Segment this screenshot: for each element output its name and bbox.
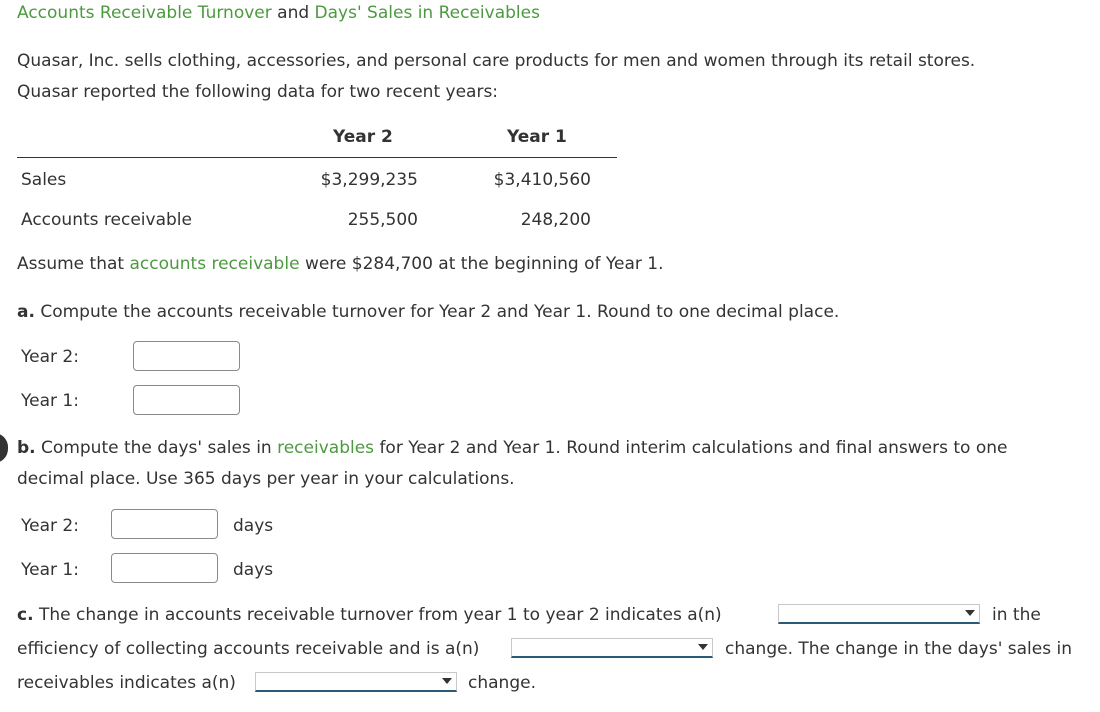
part-c-select-1[interactable] bbox=[778, 604, 980, 624]
intro-line-1: Quasar, Inc. sells clothing, accessories, and personal care products for men and women through its retail stores. bbox=[17, 51, 976, 71]
assume-link-ar[interactable]: accounts receivable bbox=[129, 254, 300, 274]
assume-text bbox=[17, 254, 664, 274]
part-c-letter: c. bbox=[17, 605, 34, 625]
title-link-ar-turnover[interactable]: Accounts Receivable Turnover bbox=[17, 3, 272, 23]
part-a-year2-label: Year 2: bbox=[21, 347, 79, 367]
part-b-year2-label: Year 2: bbox=[21, 516, 79, 536]
row-label-ar: Accounts receivable bbox=[21, 210, 192, 230]
assume-pre: Assume that bbox=[17, 254, 125, 274]
part-a-text: Compute the accounts receivable turnover for Year 2 and Year 1. Round to one decimal place. bbox=[40, 302, 840, 322]
table-header-year2: Year 2 bbox=[333, 127, 393, 147]
part-c-line1-post: in the bbox=[992, 605, 1041, 625]
intro-line-2: Quasar reported the following data for two recent years: bbox=[17, 82, 499, 102]
side-marker-icon bbox=[0, 433, 8, 463]
title-link-days-sales[interactable]: Days' Sales in Receivables bbox=[314, 3, 540, 23]
table-header-year1: Year 1 bbox=[507, 127, 567, 147]
row-label-sales: Sales bbox=[21, 170, 67, 190]
part-b-year2-input[interactable] bbox=[111, 509, 218, 539]
part-c-line1-pre: The change in accounts receivable turnover from year 1 to year 2 indicates a(n) bbox=[38, 605, 722, 625]
part-b-question-line-2: decimal place. Use 365 days per year in your calculations. bbox=[17, 469, 515, 489]
chevron-down-icon bbox=[965, 610, 975, 616]
part-b-year2-unit: days bbox=[233, 516, 274, 536]
part-a-question bbox=[17, 302, 839, 322]
part-a-year2-input[interactable] bbox=[133, 341, 240, 371]
part-b-letter: b. bbox=[17, 438, 36, 458]
part-c-line2-post: change. The change in the days' sales in bbox=[725, 639, 1072, 659]
part-b-year1-label: Year 1: bbox=[21, 560, 79, 580]
assume-post: were $284,700 at the beginning of Year 1. bbox=[304, 254, 664, 274]
part-a-year1-label: Year 1: bbox=[21, 391, 79, 411]
page-title bbox=[17, 3, 540, 23]
chevron-down-icon bbox=[442, 678, 452, 684]
part-c-line3-post: change. bbox=[468, 673, 536, 693]
part-b-year1-unit: days bbox=[233, 560, 274, 580]
ar-year1: 248,200 bbox=[520, 210, 591, 230]
part-b-year1-input[interactable] bbox=[111, 553, 218, 583]
part-c-line3-pre: receivables indicates a(n) bbox=[17, 673, 236, 693]
part-c-line-1 bbox=[17, 605, 722, 625]
table-header-divider bbox=[17, 157, 617, 158]
part-b-text-post: for Year 2 and Year 1. Round interim calculations and final answers to one bbox=[379, 438, 1008, 458]
part-c-select-2[interactable] bbox=[511, 638, 713, 658]
part-b-link-receivables[interactable]: receivables bbox=[277, 438, 375, 458]
sales-year2: $3,299,235 bbox=[320, 170, 418, 190]
part-c-line2-pre: efficiency of collecting accounts receivable and is a(n) bbox=[17, 639, 480, 659]
ar-year2: 255,500 bbox=[347, 210, 418, 230]
sales-year1: $3,410,560 bbox=[493, 170, 591, 190]
part-a-year1-input[interactable] bbox=[133, 385, 240, 415]
part-c-select-3[interactable] bbox=[255, 672, 457, 692]
part-b-text-pre: Compute the days' sales in bbox=[41, 438, 272, 458]
title-and: and bbox=[277, 3, 310, 23]
part-a-letter: a. bbox=[17, 302, 35, 322]
chevron-down-icon bbox=[698, 644, 708, 650]
part-b-question-line-1 bbox=[17, 438, 1007, 458]
